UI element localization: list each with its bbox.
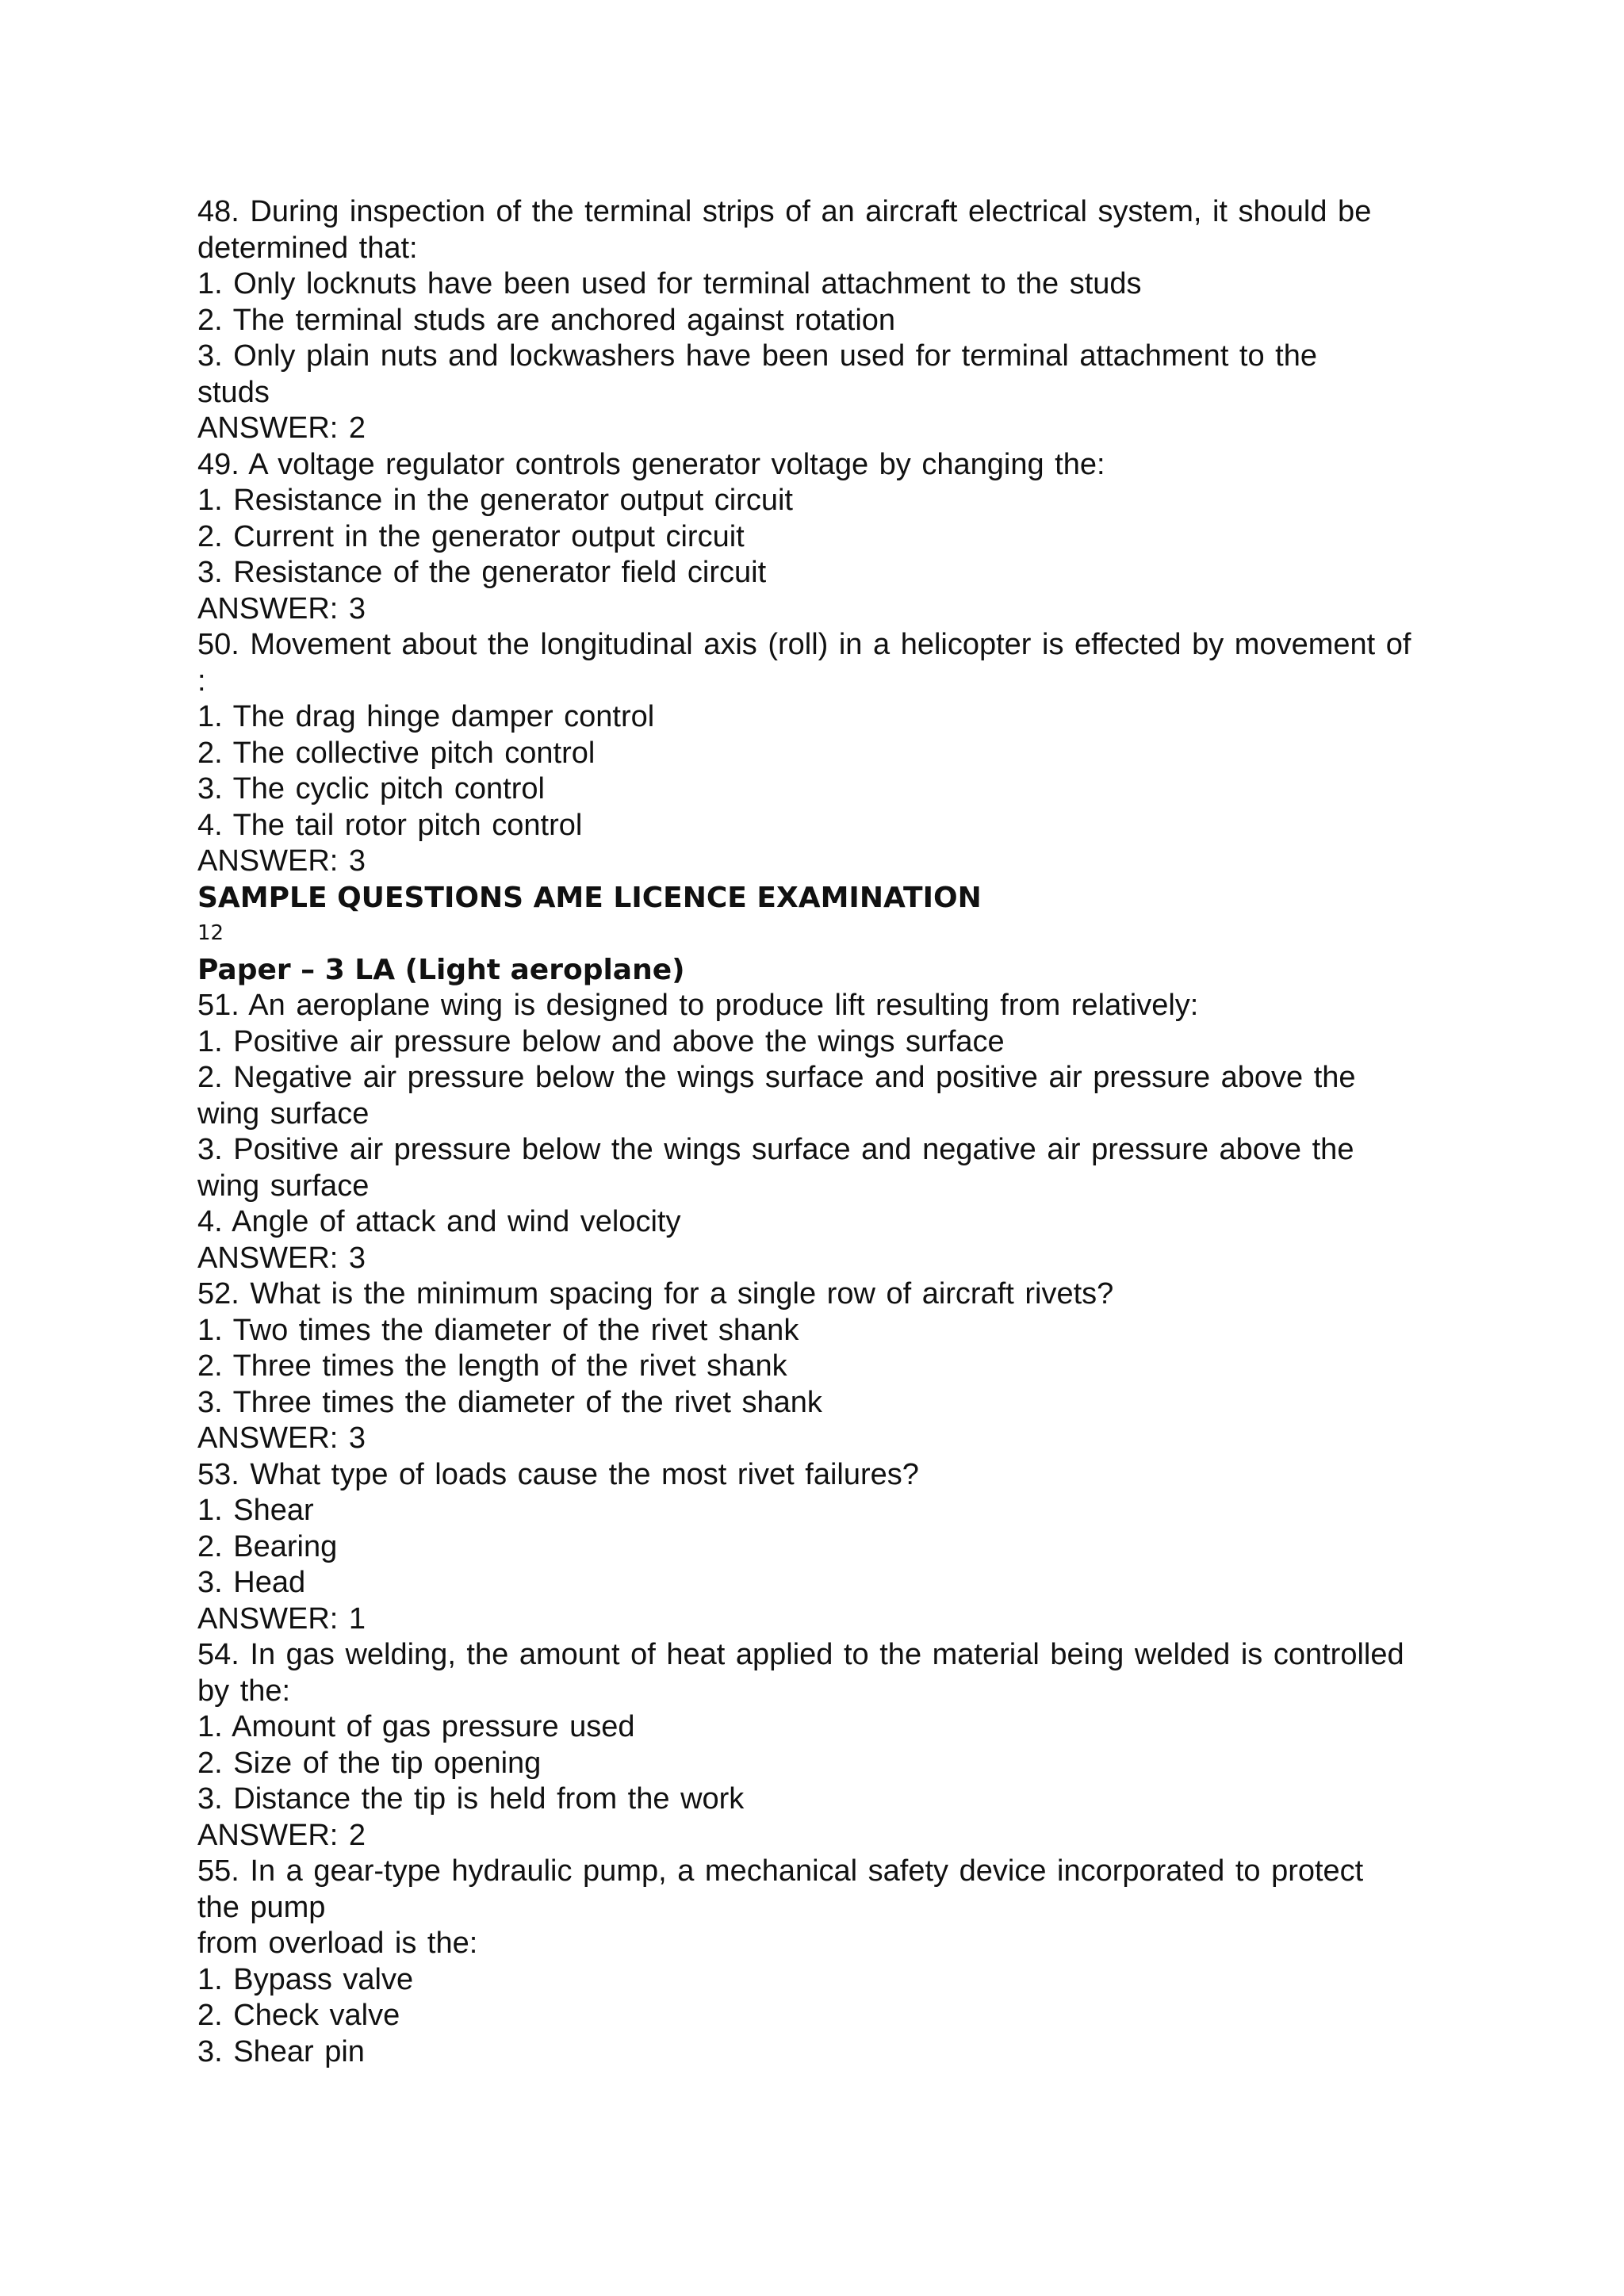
question-text: 48. During inspection of the terminal strips of an aircraft electrical system, it should be [197,195,1372,228]
question-text: 52. What is the minimum spacing for a single row of aircraft rivets? [197,1277,1114,1311]
section-heading: SAMPLE QUESTIONS AME LICENCE EXAMINATION [197,881,982,914]
text-line: wing surface [197,1096,370,1131]
answer-option: 1. Only locknuts have been used for terminal attachment to the studs [197,267,1142,300]
text-line: : [197,664,206,698]
answer-option: 2. Bearing [197,1529,338,1563]
answer-option: 2. The terminal studs are anchored against rotation [197,303,896,337]
question-text: 51. An aeroplane wing is designed to produce lift resulting from relatively: [197,989,1199,1022]
text-line: from overload is the: [197,1927,478,1960]
answer-option: 4. The tail rotor pitch control [197,808,583,842]
answer-line: ANSWER: 3 [197,591,366,626]
answer-line: ANSWER: 3 [197,1241,366,1275]
answer-option: 1. Resistance in the generator output circuit [197,484,793,517]
answer-option: 3. Shear pin [197,2034,365,2068]
answer-line: ANSWER: 3 [197,1422,366,1455]
answer-option: 1. Amount of gas pressure used [197,1710,635,1743]
answer-option: 2. Three times the length of the rivet shank [197,1349,787,1383]
document-text [197,194,1450,2070]
answer-option: 3. Only plain nuts and lockwashers have been used for terminal attachment to the [197,339,1318,373]
answer-option: 2. Size of the tip opening [197,1746,542,1780]
answer-line: ANSWER: 1 [197,1601,366,1636]
question-text: 54. In gas welding, the amount of heat applied to the material being welded is controlled [197,1638,1404,1671]
answer-option: 3. Positive air pressure below the wings surface and negative air pressure above the [197,1133,1354,1166]
text-line: by the: [197,1674,291,1708]
answer-option: 2. Current in the generator output circuit [197,519,745,553]
answer-option: 2. The collective pitch control [197,736,596,770]
page-number: 12 [197,921,224,945]
answer-line: ANSWER: 2 [197,1818,366,1852]
question-text: 55. In a gear-type hydraulic pump, a mechanical safety device incorporated to protect [197,1854,1364,1888]
answer-option: 1. Bypass valve [197,1962,414,1996]
answer-option: 2. Negative air pressure below the wings surface and positive air pressure above the [197,1061,1356,1094]
answer-line: ANSWER: 3 [197,844,366,878]
answer-option: 3. Three times the diameter of the rivet shank [197,1385,822,1419]
question-text: 50. Movement about the longitudinal axis (roll) in a helicopter is effected by movement of [197,628,1411,661]
answer-option: 3. Head [197,1566,306,1599]
answer-line: ANSWER: 2 [197,411,366,445]
answer-option: 3. Resistance of the generator field circuit [197,556,767,589]
answer-option: 1. Positive air pressure below and above the wings surface [197,1024,1005,1058]
answer-option: 4. Angle of attack and wind velocity [197,1205,681,1238]
answer-option: 3. Distance the tip is held from the work [197,1782,745,1816]
answer-option: 3. The cyclic pitch control [197,772,545,806]
answer-option: 1. Two times the diameter of the rivet shank [197,1313,799,1347]
answer-option: 1. Shear [197,1494,314,1527]
question-text: 49. A voltage regulator controls generator voltage by changing the: [197,447,1105,481]
answer-option: 1. The drag hinge damper control [197,700,655,733]
text-line: the pump [197,1890,326,1924]
text-line: studs [197,375,270,409]
text-line: determined that: [197,231,418,265]
text-line: wing surface [197,1169,370,1203]
question-text: 53. What type of loads cause the most rivet failures? [197,1457,919,1491]
answer-option: 2. Check valve [197,1999,400,2032]
section-heading: Paper – 3 LA (Light aeroplane) [197,953,685,986]
